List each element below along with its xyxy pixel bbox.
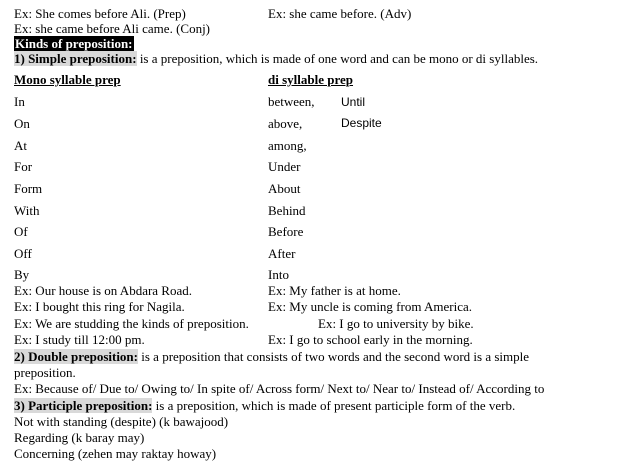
intro-example-conj: Ex: she came before Ali came. (Conj) xyxy=(14,21,211,36)
example-right: Ex: I go to school early in the morning. xyxy=(268,332,473,347)
intro-example-prep: Ex: She comes before Ali. (Prep) xyxy=(14,6,186,21)
example-right: Ex: I go to university by bike. xyxy=(318,316,474,331)
double-preposition-text: is a preposition that consists of two words and the second word is a simple xyxy=(138,349,530,364)
kinds-heading-line xyxy=(14,37,134,51)
di-list-item: among, xyxy=(268,138,307,153)
di-extra-item: Until xyxy=(341,95,366,109)
double-preposition-text-cont: preposition. xyxy=(14,365,76,380)
example-right: Ex: My uncle is coming from America. xyxy=(268,299,472,314)
participle-item: Regarding (k baray may) xyxy=(14,430,145,445)
participle-preposition-text: is a preposition, which is made of present participle form of the verb. xyxy=(152,398,516,413)
mono-list-item: On xyxy=(14,116,30,131)
mono-list-item: Off xyxy=(14,246,32,261)
mono-list-item: With xyxy=(14,203,40,218)
di-extra-item: Despite xyxy=(341,116,382,130)
di-syllable-header: di syllable prep xyxy=(268,72,354,87)
participle-preposition-line xyxy=(14,399,515,413)
mono-syllable-header: Mono syllable prep xyxy=(14,72,121,87)
mono-list-item: By xyxy=(14,267,30,282)
example-left: Ex: We are studding the kinds of preposition. xyxy=(14,316,249,331)
di-list-item: Into xyxy=(268,267,289,282)
double-preposition-line xyxy=(14,350,529,364)
example-left: Ex: I bought this ring for Nagila. xyxy=(14,299,185,314)
double-preposition-example: Ex: Because of/ Due to/ Owing to/ In spite of/ Across form/ Next to/ Near to/ Instead of/ According to xyxy=(14,381,545,396)
example-left: Ex: Our house is on Abdara Road. xyxy=(14,283,193,298)
participle-item: Not with standing (despite) (k bawajood) xyxy=(14,414,229,429)
participle-item: Concerning (zehen may raktay howay) xyxy=(14,446,217,461)
simple-preposition-text: is a preposition, which is made of one word and can be mono or di syllables. xyxy=(136,51,539,66)
di-list-item: Before xyxy=(268,224,304,239)
di-list-item: between, xyxy=(268,94,315,109)
mono-list-item: In xyxy=(14,94,25,109)
mono-list-item: Of xyxy=(14,224,28,239)
intro-example-adv: Ex: she came before. (Adv) xyxy=(268,6,412,21)
di-list-item: above, xyxy=(268,116,303,131)
di-list-item: About xyxy=(268,181,301,196)
mono-list-item: At xyxy=(14,138,27,153)
mono-list-item: Form xyxy=(14,181,43,196)
simple-preposition-line xyxy=(14,52,538,66)
example-left: Ex: I study till 12:00 pm. xyxy=(14,332,145,347)
double-preposition-heading: 2) Double preposition: xyxy=(14,349,138,364)
kinds-heading: Kinds of preposition: xyxy=(15,36,133,51)
di-list-item: Under xyxy=(268,159,301,174)
di-list-item: Behind xyxy=(268,203,306,218)
participle-preposition-heading: 3) Participle preposition: xyxy=(14,398,153,413)
di-list-item: After xyxy=(268,246,296,261)
simple-preposition-heading: 1) Simple preposition: xyxy=(14,51,137,66)
mono-list-item: For xyxy=(14,159,33,174)
example-right: Ex: My father is at home. xyxy=(268,283,401,298)
